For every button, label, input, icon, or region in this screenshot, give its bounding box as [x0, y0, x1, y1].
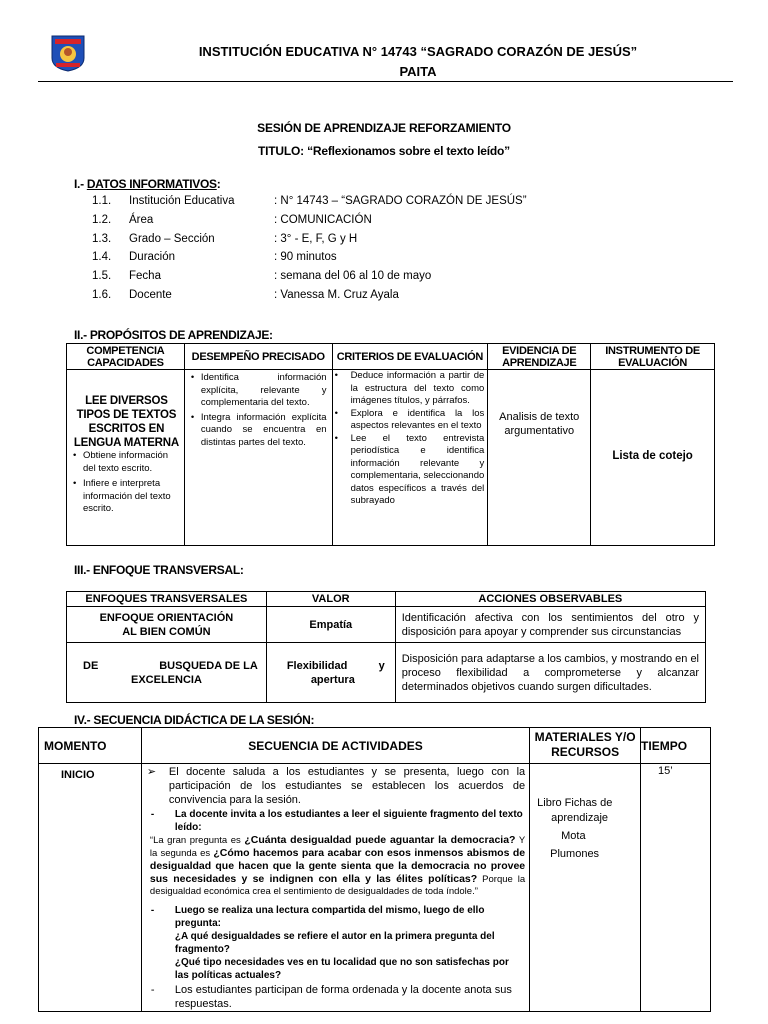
table-header-row	[67, 344, 715, 370]
info-row: 1.6. Docente : Vanessa M. Cruz Ayala	[92, 289, 399, 301]
column-header: MOMENTO	[39, 728, 142, 764]
column-header: ACCIONES OBSERVABLES	[395, 592, 705, 607]
secuencia-table	[38, 727, 711, 1012]
capacidad-item: • Obtiene información del texto escrito.	[73, 450, 180, 475]
competencia-cell	[67, 370, 185, 546]
materiales-cell: Libro Fichas de aprendizaje Mota Plumones	[530, 764, 641, 1012]
table-header-row	[67, 592, 706, 607]
fragment-quote: “La gran pregunta es ¿Cuánta desigualdad puede aguantar la democracia? Y la segunda es ¿Cómo hacemos para acabar con esos inmensos abismos de desigualdad que hacen que la gente sienta que la democracia no provee sus necesidades y se indignen con ella y las élites políticas? Porque la desigualdad económica crea el sentimiento de desigualdades de toda índole.”	[149, 834, 526, 897]
list-item: - Luego se realiza una lectura compartida del mismo, luego de ello pregunta: ¿A qué desigualdades se refiere el autor en la primera pregunta del fragmento? ¿Qué tipo necesidades ves en tu localidad que no son satisfechas por las políticas actuales?	[150, 905, 509, 981]
column-header: CRITERIOS DE EVALUACIÓN	[332, 344, 488, 370]
datos-heading: I.- DATOS INFORMATIVOS:	[74, 177, 221, 191]
enfoque-cell: ENFOQUE ORIENTACIÓN AL BIEN COMÚN	[67, 607, 267, 643]
column-header: TIEMPO	[641, 728, 711, 764]
table-row	[39, 764, 711, 1012]
institution-city: PAITA	[399, 64, 437, 79]
competencia-title: LEE DIVERSOS TIPOS DE TEXTOS ESCRITOS EN LENGUA MATERNA	[73, 395, 179, 449]
session-subtitle: TITULO: “Reflexionamos sobre el texto leído”	[258, 144, 510, 158]
desempeno-item: • Integra información explícita cuando se encuentra en distintas partes del texto.	[191, 412, 327, 450]
valor-cell: Flexibilidad y apertura	[266, 643, 395, 703]
criterios-cell	[332, 370, 488, 546]
table-row	[67, 607, 706, 643]
actividades-cell	[141, 764, 529, 1012]
info-row: 1.5. Fecha : semana del 06 al 10 de mayo	[92, 270, 432, 282]
info-row: 1.1. Institución Educativa : N° 14743 – “SAGRADO CORAZÓN DE JESÚS”	[92, 195, 527, 207]
column-header: DESEMPEÑO PRECISADO	[184, 344, 332, 370]
enfoque-heading: III.- ENFOQUE TRANSVERSAL:	[74, 563, 244, 577]
acciones-cell: Identificación afectiva con los sentimientos del otro y disposición para apoyar y comprender sus circunstancias	[395, 607, 705, 643]
table-row	[67, 370, 715, 546]
list-item: ➢ El docente saluda a los estudiantes y se presenta, luego con la participación de los estudiantes se establecen los acuerdos de convivencia para la sesión.	[146, 766, 526, 806]
column-header: INSTRUMENTO DE EVALUACIÓN	[591, 344, 715, 370]
school-logo	[50, 32, 86, 72]
column-header: ENFOQUES TRANSVERSALES	[67, 592, 267, 607]
column-header: COMPETENCIA CAPACIDADES	[67, 344, 185, 370]
list-item: - Los estudiantes participan de forma ordenada y la docente anota sus respuestas.	[150, 984, 512, 1010]
document-header	[38, 28, 733, 82]
acciones-cell: Disposición para adaptarse a los cambios, y mostrando en el proceso flexibilidad a comprometerse y alcanzar determinados objetivos cuando surgen dificultades.	[395, 643, 705, 703]
criterio-item: • Lee el texto entrevista periodística e identifica información relevante y complementaria, seleccionando datos específicos a través del subrayado	[335, 433, 485, 508]
valor-cell: Empatía	[266, 607, 395, 643]
criterio-item: • Explora e identifica la los aspectos relevantes en el texto	[335, 408, 485, 433]
momento-cell: INICIO	[39, 764, 142, 1012]
column-header: VALOR	[266, 592, 395, 607]
desempeno-cell	[184, 370, 332, 546]
tiempo-cell: 15’	[641, 764, 711, 1012]
propositos-heading: II.- PROPÓSITOS DE APRENDIZAJE:	[74, 328, 273, 342]
instrumento-cell: Lista de cotejo	[591, 370, 715, 546]
propositos-table	[66, 343, 715, 546]
info-row: 1.3. Grado – Sección : 3° - E, F, G y H	[92, 233, 358, 245]
enfoque-cell: DE BUSQUEDA DE LA EXCELENCIA	[67, 643, 267, 703]
capacidad-item: • Infiere e interpreta información del texto escrito.	[73, 478, 180, 516]
table-header-row	[39, 728, 711, 764]
info-row: 1.4. Duración : 90 minutos	[92, 251, 337, 263]
list-item: - La docente invita a los estudiantes a leer el siguiente fragmento del texto leído:	[150, 809, 523, 833]
institution-name: INSTITUCIÓN EDUCATIVA N° 14743 “SAGRADO CORAZÓN DE JESÚS”	[198, 44, 638, 59]
column-header: EVIDENCIA DE APRENDIZAJE	[488, 344, 591, 370]
column-header: SECUENCIA DE ACTIVIDADES	[141, 728, 529, 764]
criterio-item: • Deduce información a partir de la estructura del texto como imágenes títulos, y párrafos.	[335, 370, 485, 408]
column-header: MATERIALES Y/O RECURSOS	[530, 728, 641, 764]
info-row: 1.2. Área : COMUNICACIÓN	[92, 214, 372, 226]
secuencia-heading: IV.- SECUENCIA DIDÁCTICA DE LA SESIÓN:	[74, 713, 315, 727]
evidencia-cell: Analisis de texto argumentativo	[488, 370, 591, 546]
enfoque-table	[66, 591, 706, 703]
table-row	[67, 643, 706, 703]
session-title: SESIÓN DE APRENDIZAJE REFORZAMIENTO	[257, 121, 511, 135]
desempeno-item: • Identifica información explícita, relevante y complementaria del texto.	[191, 372, 327, 410]
arrow-bullet-icon: ➢	[146, 766, 157, 778]
